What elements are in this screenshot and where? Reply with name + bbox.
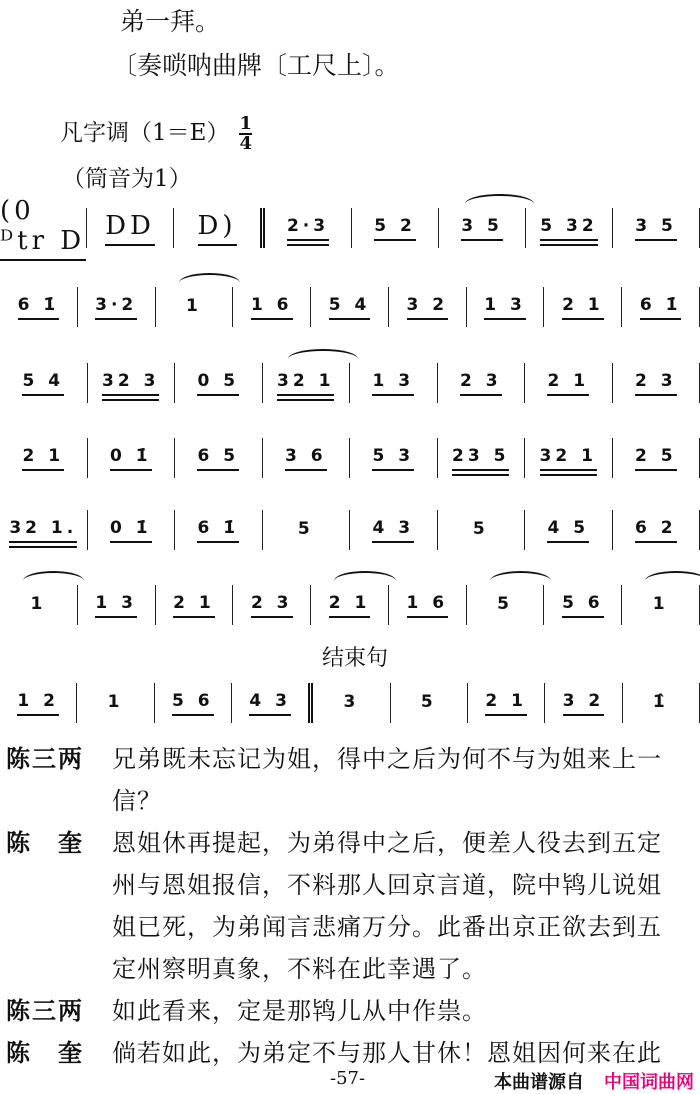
slur <box>645 571 700 591</box>
speech-line: 倘若如此，为弟定不与那人甘休！恩姐因何来在此 <box>112 1032 700 1074</box>
measure <box>438 438 526 478</box>
measure <box>0 585 78 625</box>
measure <box>87 208 174 248</box>
measure <box>389 585 467 625</box>
notes: 2 1 <box>485 691 527 716</box>
notes: 6 1̇ <box>197 518 239 543</box>
measure <box>155 683 232 723</box>
score-row <box>0 507 700 553</box>
measure <box>88 363 176 403</box>
notes: 5 <box>421 692 437 715</box>
score-row <box>0 284 700 330</box>
score-row <box>0 582 700 628</box>
notes: 2 5 <box>635 446 677 471</box>
meter-numerator: 1 <box>239 115 252 135</box>
measure <box>0 208 87 248</box>
speech <box>112 738 700 822</box>
measure <box>545 683 622 723</box>
tube-note: （筒音为1） <box>62 160 192 193</box>
notes: 3 5 <box>461 216 503 241</box>
notes: 2 1 <box>22 446 64 471</box>
measure <box>622 585 700 625</box>
notes: 6 5 <box>197 446 239 471</box>
slur <box>334 571 395 591</box>
measure <box>175 510 263 550</box>
notes: 1̂ <box>653 692 669 715</box>
measure <box>0 438 88 478</box>
measure <box>0 510 88 550</box>
source-text: 本曲谱源自 <box>494 1068 584 1094</box>
notes: 3 2 <box>563 691 605 716</box>
notes: 0 5 <box>197 371 239 396</box>
notes: DD <box>105 211 155 246</box>
measure <box>311 585 389 625</box>
speech-line: 兄弟既未忘记为姐，得中之后为何不与为姐来上一 <box>112 738 700 780</box>
speech <box>112 990 700 1032</box>
measure <box>350 438 438 478</box>
notes: 5 <box>473 519 489 542</box>
notes: 2 3 <box>460 371 502 396</box>
dialogue-entry <box>6 738 700 822</box>
measure <box>263 438 351 478</box>
notes: 2 1 <box>173 593 215 618</box>
slur <box>288 349 357 369</box>
measure <box>613 510 700 550</box>
score-row <box>0 435 700 481</box>
score-row <box>0 680 700 726</box>
notes: 5 4 <box>22 371 64 396</box>
notes: 5 2 <box>374 216 416 241</box>
slur <box>490 571 551 591</box>
measure <box>233 585 311 625</box>
notes: 6 1̇ <box>640 295 682 320</box>
measure <box>352 208 439 248</box>
measure <box>311 287 389 327</box>
notes: 3 <box>344 692 360 715</box>
dialogue-entry <box>6 990 700 1032</box>
measure <box>391 683 468 723</box>
slur <box>23 571 84 591</box>
notes: 1 3 <box>95 593 137 618</box>
measure <box>265 208 352 248</box>
measure <box>438 510 526 550</box>
notes: 2 1 <box>329 593 371 618</box>
slur <box>465 194 534 214</box>
speech-line: 恩姐休再提起，为弟得中之后，便差人役去到五定 <box>112 822 700 864</box>
score-row <box>0 205 700 251</box>
measure <box>175 438 263 478</box>
notes: D) <box>198 211 237 246</box>
notes: 3 6 <box>285 446 327 471</box>
score-row <box>0 360 700 406</box>
measure <box>233 287 311 327</box>
notes: 2 3 <box>251 593 293 618</box>
measure <box>468 683 545 723</box>
notes: 1 <box>30 594 46 617</box>
key-signature <box>60 114 252 153</box>
measure <box>623 683 700 723</box>
meter-denominator: 4 <box>239 135 252 153</box>
measure <box>467 585 545 625</box>
measure <box>544 585 622 625</box>
time-signature <box>239 115 252 153</box>
notes: 5 <box>497 594 513 617</box>
measure <box>0 287 78 327</box>
slur <box>179 273 240 293</box>
measure <box>350 510 438 550</box>
stage-direction: 〔奏唢呐曲牌〔工尺上〕。 <box>112 46 400 82</box>
measure <box>78 287 156 327</box>
notes: 1 3 <box>372 371 414 396</box>
notes: 4 3 <box>249 691 291 716</box>
measure <box>613 438 700 478</box>
measure <box>389 287 467 327</box>
notes: 1 6 <box>407 593 449 618</box>
measure <box>77 683 154 723</box>
notes: 3 5 <box>635 216 677 241</box>
speaker: 陈 奎 <box>6 822 112 990</box>
notes: 32 1 <box>277 371 334 396</box>
measure <box>525 438 613 478</box>
notes: 2 1 <box>562 295 604 320</box>
speech-line: 信？ <box>112 780 700 822</box>
notes: 1 2 <box>17 691 59 716</box>
notes: 1 <box>108 692 124 715</box>
measure <box>78 585 156 625</box>
notes: 1 3 <box>484 295 526 320</box>
notes: 32 1 <box>540 446 597 471</box>
measure <box>175 363 263 403</box>
notes: 32 1. <box>9 518 77 543</box>
measure <box>0 363 88 403</box>
notes: 4 5 <box>547 518 589 543</box>
notes: 2 3 <box>635 371 677 396</box>
notes: 23 5 <box>452 446 509 471</box>
speech-line: 姐已死，为弟闻言悲痛万分。此番出京正欲去到五 <box>112 906 700 948</box>
measure <box>438 363 526 403</box>
speech-line: 如此看来，定是那鸨儿从中作祟。 <box>112 990 700 1032</box>
measure <box>232 683 313 723</box>
measure <box>156 585 234 625</box>
measure <box>350 363 438 403</box>
notes: 5 3 <box>372 446 414 471</box>
notes: 5 <box>298 519 314 542</box>
measure <box>613 208 700 248</box>
measure <box>525 363 613 403</box>
notes: 2 1 <box>547 371 589 396</box>
measure <box>439 208 526 248</box>
measure <box>525 510 613 550</box>
notes: 1 <box>653 594 669 617</box>
measure <box>156 287 234 327</box>
measure <box>613 363 700 403</box>
measure <box>622 287 700 327</box>
notes: 5 6 <box>562 593 604 618</box>
notes: 3·2 <box>95 295 137 320</box>
notes: 5 4 <box>329 295 371 320</box>
notes: (0 ᴰtr D <box>0 196 86 261</box>
notes: 4 3 <box>372 518 414 543</box>
ending-label: 结束句 <box>322 641 388 672</box>
speaker: 陈三两 <box>6 738 112 822</box>
notes: 3 2 <box>407 295 449 320</box>
page-number: -57- <box>330 1068 365 1089</box>
speech-line: 定州察明真象，不料在此幸遇了。 <box>112 948 700 990</box>
measure <box>467 287 545 327</box>
notes: 0 1̇ <box>110 446 152 471</box>
speech <box>112 822 700 990</box>
measure <box>526 208 613 248</box>
measure <box>544 287 622 327</box>
notes: 0 1̇ <box>110 518 152 543</box>
notes: 5 32 <box>540 216 597 241</box>
notes: 5 6 <box>172 691 214 716</box>
measure <box>263 510 351 550</box>
notes: 1 6 <box>251 295 293 320</box>
measure <box>174 208 265 248</box>
dialogue-entry <box>6 822 700 990</box>
notes: 32 3 <box>102 371 159 396</box>
key-text: 凡字调（1＝E） <box>60 120 229 146</box>
measure <box>88 438 176 478</box>
speaker: 陈三两 <box>6 990 112 1032</box>
notes: 2·3 <box>287 216 329 241</box>
measure <box>0 683 77 723</box>
notes: 6 1̇ <box>18 295 60 320</box>
notes: 1 <box>186 296 202 319</box>
measure <box>88 510 176 550</box>
scene-title: 弟一拜。 <box>120 2 220 38</box>
speaker: 陈 奎 <box>6 1032 112 1074</box>
source-site: 中国词曲网 <box>604 1068 694 1094</box>
notes: 6 2 <box>635 518 677 543</box>
measure <box>313 683 390 723</box>
speech-line: 州与恩姐报信，不料那人回京言道，院中鸨儿说姐 <box>112 864 700 906</box>
measure <box>263 363 351 403</box>
